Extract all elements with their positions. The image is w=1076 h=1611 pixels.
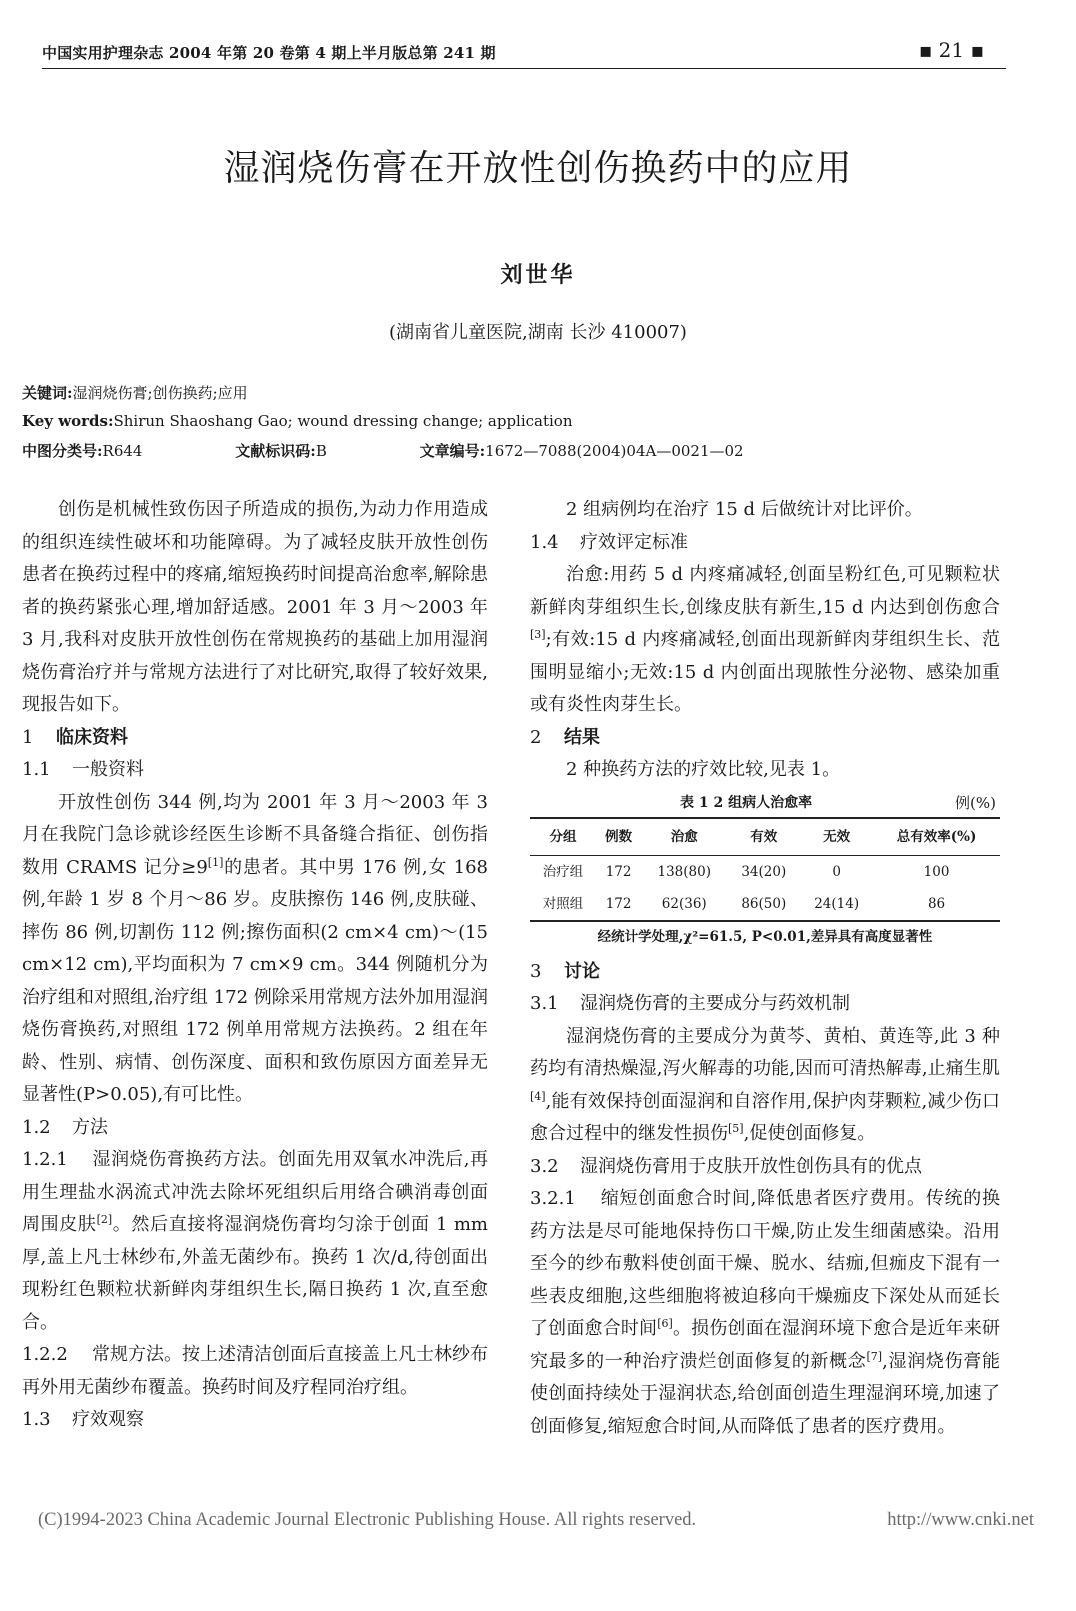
- table-cell: 86(50): [741, 895, 787, 912]
- journal-header: 中国实用护理杂志 2004 年第 20 卷第 4 期上半月版总第 241 期: [42, 44, 496, 62]
- section-3-2-heading: [530, 1151, 1000, 1184]
- section-1-4-heading: [530, 527, 1000, 560]
- citation: [3]: [530, 628, 546, 641]
- text-run: 常规方法。按上述清洁创面后直接盖上凡士林纱布再外用无菌纱布覆盖。换药时间及疗程同治疗组。: [22, 1344, 488, 1398]
- table-cell: 86: [927, 895, 946, 912]
- table-header-cell: 有效: [750, 828, 778, 845]
- table-caption-row: [530, 789, 1000, 817]
- section-title: 湿润烧伤膏用于皮肤开放性创伤具有的优点: [580, 1155, 922, 1177]
- text-run: 。然后直接将湿润烧伤膏均匀涂于创面 1 mm 厚,盖上凡士林纱布,外盖无菌纱布。换药 1 次/d,待创面出现粉红色颗粒状新鲜肉芽组织生长,隔日换药 1 次,直至愈合。: [22, 1214, 488, 1333]
- table-header-cell: 例数: [605, 828, 633, 845]
- doc-code-label: 文献标识码:: [235, 442, 316, 460]
- copyright-text: (C)1994-2023 China Academic Journal Electronic Publishing House. All rights reserved.: [38, 1510, 697, 1530]
- table-header-cell: 无效: [823, 828, 851, 845]
- section-1-heading: [22, 722, 488, 755]
- section-number: 1.2: [22, 1116, 51, 1138]
- article-no-label: 文章编号:: [419, 442, 486, 460]
- table-cell: 138(80): [657, 863, 711, 880]
- section-number: 1.2.2: [22, 1344, 68, 1365]
- section-title: 结果: [564, 726, 600, 748]
- article-no-value: 1672—7088(2004)04A—0021—02: [485, 442, 744, 460]
- section-number: 1.1: [22, 759, 51, 780]
- doc-code: [235, 442, 371, 460]
- text-run: ,能有效保持创面湿润和自溶作用,保护肉芽颗粒,减少伤口愈合过程中的继发性损伤: [530, 1090, 1000, 1144]
- keywords: [22, 382, 248, 403]
- keywords-text: 湿润烧伤膏;创伤换药;应用: [72, 384, 248, 402]
- table-cell: 172: [605, 895, 632, 912]
- citation: [7]: [866, 1349, 883, 1363]
- keywords-en: [22, 412, 573, 430]
- table-cell: 治疗组: [542, 863, 584, 880]
- text-run: 治愈:用药 5 d 内疼痛减轻,创面呈粉红色,可见颗粒状新鲜肉芽组织生长,创缘皮肤有新生,15 d 内达到创伤愈合: [530, 564, 1000, 618]
- section-number: 1.2.1: [22, 1149, 68, 1170]
- section-title: 讨论: [564, 960, 600, 982]
- text-run: ,湿润烧伤膏能使创面持续处于湿润状态,给创面创造生理湿润环境,加速了创面修复,缩短愈合时间,从而降低了患者的医疗费用。: [530, 1350, 1000, 1437]
- text-run: ,促使创面修复。: [743, 1123, 876, 1144]
- section-1-2-heading: [22, 1112, 488, 1145]
- table-caption: 表 1 2 组病人治愈率: [680, 794, 813, 811]
- page-number: ▪ 21 ▪: [918, 38, 984, 62]
- cnki-url: http://www.cnki.net: [887, 1510, 1034, 1530]
- table-cell: 172: [605, 863, 632, 880]
- table-header-cell: 分组: [549, 828, 577, 845]
- article-no: [420, 442, 788, 460]
- section-number: 3.2.1: [530, 1188, 576, 1209]
- citation: [5]: [728, 1122, 744, 1135]
- table-cell: 24(14): [814, 895, 860, 912]
- section-title: 湿润烧伤膏的主要成分与药效机制: [580, 993, 850, 1014]
- table-header-cell: 总有效率(%): [896, 828, 977, 845]
- keywords-en-text: Shirun Shaoshang Gao; wound dressing change; application: [113, 412, 573, 430]
- section-1-1-heading: [22, 754, 488, 787]
- general-data-paragraph: [22, 787, 488, 1112]
- citation: [1]: [207, 855, 224, 869]
- results-table-block: [530, 789, 1000, 952]
- table-header-cell: 治愈: [670, 828, 698, 845]
- table-note: 经统计学处理,χ²=61.5, P<0.01,差异具有高度显著性: [597, 928, 933, 945]
- criteria-paragraph: [530, 559, 1000, 722]
- table-header-row: [530, 818, 1000, 856]
- section-title: 疗效观察: [72, 1409, 144, 1430]
- table-unit: 例(%): [955, 793, 996, 812]
- section-number: 2: [530, 726, 542, 748]
- section-title: 临床资料: [56, 726, 128, 748]
- section-number: 1: [22, 726, 34, 748]
- clc-value: R644: [102, 442, 143, 460]
- table-cell: 对照组: [542, 895, 584, 912]
- section-number: 3: [530, 960, 542, 982]
- table-row: [530, 888, 1000, 921]
- classification-line: [22, 440, 832, 461]
- right-column: [530, 494, 1000, 1443]
- method-1-paragraph: [22, 1144, 488, 1339]
- text-run: ;有效:15 d 内疼痛减轻,创面出现新鲜肉芽组织生长、范围明显缩小;无效:15 d 内创面出现脓性分泌物、感染加重或有炎性肉芽生长。: [530, 629, 1000, 715]
- table-cell: 0: [832, 863, 841, 880]
- advantage-1-paragraph: [530, 1183, 1000, 1443]
- doc-code-value: B: [315, 442, 327, 460]
- table-cell: 34(20): [741, 863, 787, 880]
- method-2-paragraph: [22, 1339, 488, 1404]
- affiliation: (湖南省儿童医院,湖南 长沙 410007): [389, 322, 687, 343]
- section-1-3-heading: [22, 1404, 488, 1437]
- observation-paragraph: 2 组病例均在治疗 15 d 后做统计对比评价。: [566, 499, 923, 520]
- section-3-1-heading: [530, 988, 1000, 1021]
- keywords-en-label: Key words:: [22, 412, 114, 430]
- citation: [2]: [96, 1213, 113, 1226]
- left-column: [22, 494, 488, 1437]
- mechanism-paragraph: [530, 1021, 1000, 1151]
- text-run: 缩短创面愈合时间,降低患者医疗费用。传统的换药方法是尽可能地保持伤口干燥,防止发生细菌感染。沿用至今的纱布敷料使创面干燥、脱水、结痂,但痂皮下混有一些表皮细胞,这些细胞将被迫移向干燥痂皮下深处从而延长了创面愈合时间: [530, 1188, 1000, 1339]
- section-number: 1.3: [22, 1409, 51, 1430]
- text-run: 开放性创伤 344 例,均为 2001 年 3 月～2003 年 3 月在我院门急诊就诊经医生诊断不具备缝合指征、创伤指数用 CRAMS 记分≥9: [22, 791, 488, 878]
- section-3-heading: [530, 956, 1000, 989]
- text-run: 的患者。其中男 176 例,女 168 例,年龄 1 岁 8 个月～86 岁。皮肤擦伤 146 例,皮肤碰、摔伤 86 例,切割伤 112 例;擦伤面积(2 cm×4 cm)～(15 cm×12 cm),平均面积为 7 cm×9 cm。344 例随机分为治疗组和对照组,治疗组 172 例除采用常规方法外加用湿润烧伤膏换药,对照组 172 例单用常规方法换药。2 组在年龄、性别、病情、创伤深度、面积和致伤原因方面差异无显著性(P>0.05),有可比性。: [22, 856, 488, 1105]
- table-cell: 62(36): [661, 895, 707, 912]
- clc: [22, 442, 186, 460]
- section-title: 疗效评定标准: [580, 531, 688, 553]
- keywords-label: 关键词:: [22, 384, 73, 402]
- table-cell: 100: [923, 863, 950, 880]
- clc-label: 中图分类号:: [22, 442, 103, 460]
- author: 刘世华: [500, 262, 576, 288]
- text-run: 。损伤创面在湿润环境下愈合是近年来研究最多的一种治疗溃烂创面修复的新概念: [530, 1318, 1000, 1372]
- section-number: 1.4: [530, 531, 559, 553]
- section-number: 3.2: [530, 1155, 559, 1177]
- text-run: 湿润烧伤膏的主要成分为黄芩、黄柏、黄连等,此 3 种药均有清热燥湿,泻火解毒的功能,因而可清热解毒,止痛生肌: [530, 1025, 1000, 1079]
- section-title: 方法: [72, 1116, 108, 1138]
- citation: [4]: [530, 1089, 546, 1103]
- text-run: 湿润烧伤膏换药方法。创面先用双氧水冲洗后,再用生理盐水涡流式冲洗去除坏死组织后用络合碘消毒创面周围皮肤: [22, 1149, 488, 1235]
- results-table: [530, 817, 1000, 922]
- copyright-footer: [38, 1510, 1034, 1531]
- section-title: 一般资料: [72, 759, 144, 780]
- table-row: [530, 855, 1000, 888]
- section-number: 3.1: [530, 993, 559, 1014]
- intro-paragraph: 创伤是机械性致伤因子所造成的损伤,为动力作用造成的组织连续性破坏和功能障碍。为了减轻皮肤开放性创伤患者在换药过程中的疼痛,缩短换药时间提高治愈率,解除患者的换药紧张心理,增加舒适感。2001 年 3 月～2003 年 3 月,我科对皮肤开放性创伤在常规换药的基础上加用湿润烧伤膏治疗并与常规方法进行了对比研究,取得了较好效果,现报告如下。: [22, 499, 488, 715]
- section-2-heading: [530, 722, 1000, 755]
- citation: [6]: [657, 1317, 673, 1330]
- header-rule: [42, 68, 1006, 69]
- results-paragraph: 2 种换药方法的疗效比较,见表 1。: [566, 759, 841, 780]
- article-title: 湿润烧伤膏在开放性创伤换药中的应用: [223, 148, 853, 189]
